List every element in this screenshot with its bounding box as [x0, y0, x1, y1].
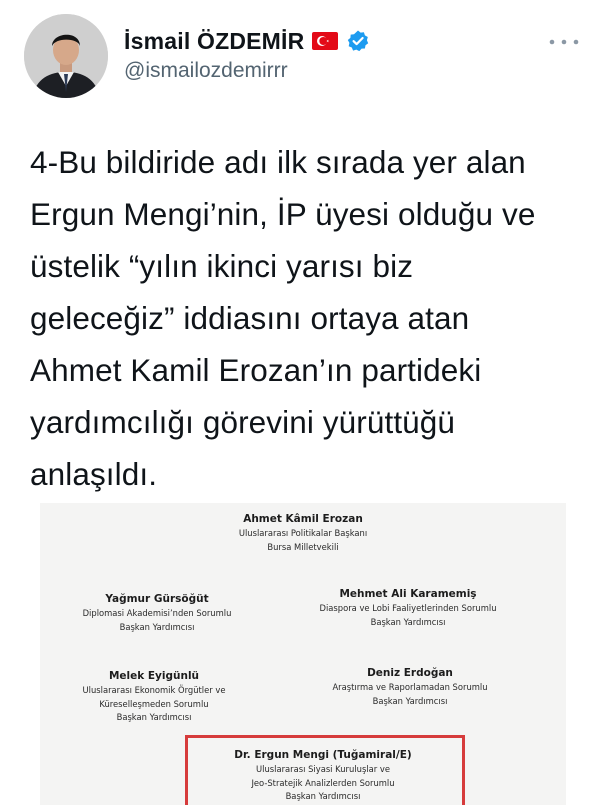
- person-role: Araştırma ve Raporlamadan Sorumlu: [332, 682, 488, 692]
- person-role: Uluslararası Ekonomik Örgütler ve: [82, 685, 226, 695]
- org-entry: [83, 591, 232, 634]
- person-role: Jeo-Stratejik Analizlerden Sorumlu: [251, 777, 395, 788]
- org-entry-highlighted: [234, 747, 411, 804]
- handle[interactable]: @ismailozdemirrr: [124, 59, 288, 82]
- person-role: Başkan Yardımcısı: [285, 791, 361, 801]
- person-name: Mehmet Ali Karamemiş: [339, 588, 477, 600]
- author-info: [124, 26, 370, 83]
- tweet-line: anlaşıldı.: [30, 456, 158, 492]
- turkey-flag-icon: [312, 32, 338, 50]
- person-role: Başkan Yardımcısı: [116, 712, 192, 722]
- person-role: Başkan Yardımcısı: [370, 616, 446, 627]
- attached-document-image[interactable]: [40, 503, 566, 805]
- person-role: Başkan Yardımcısı: [372, 695, 448, 706]
- org-entry: [319, 586, 496, 629]
- person-role: Uluslararası Politikalar Başkanı: [238, 528, 368, 538]
- profile-photo-icon: [24, 14, 108, 98]
- org-entry: [332, 665, 487, 708]
- person-name: Yağmur Gürsöğüt: [105, 593, 209, 605]
- person-role: Diplomasi Akademisi’nden Sorumlu: [82, 608, 232, 618]
- person-name: Melek Eyigünlü: [108, 670, 200, 682]
- more-options-icon[interactable]: [546, 33, 582, 51]
- display-name[interactable]: İsmail ÖZDEMİR: [124, 27, 305, 54]
- avatar[interactable]: [24, 14, 108, 98]
- verified-badge-icon: [346, 29, 370, 53]
- person-role: Başkan Yardımcısı: [119, 621, 195, 632]
- tweet-line: üstelik “yılın ikinci yarısı biz: [30, 248, 414, 284]
- tweet-line: Ergun Mengi’nin, İP üyesi olduğu ve: [30, 196, 536, 232]
- org-entry: [239, 511, 367, 554]
- person-role: Diaspora ve Lobi Faaliyetlerinden Sorumlu: [319, 603, 497, 613]
- tweet-line: geleceğiz” iddiasını ortaya atan: [30, 300, 470, 336]
- person-role: Bursa Milletvekili: [267, 541, 339, 552]
- person-role: Küreselleşmeden Sorumlu: [99, 698, 209, 709]
- tweet-line: Ahmet Kamil Erozan’ın partideki: [30, 352, 482, 388]
- tweet-text: [30, 136, 580, 500]
- person-name: Ahmet Kâmil Erozan: [243, 513, 363, 525]
- person-role: Uluslararası Siyasi Kuruluşlar ve: [256, 764, 390, 774]
- tweet-line: yardımcılığı görevini yürüttüğü: [30, 404, 456, 440]
- tweet-line: 4-Bu bildiride adı ilk sırada yer alan: [30, 144, 526, 180]
- person-name: Deniz Erdoğan: [367, 667, 453, 679]
- author-name-row: [124, 26, 370, 56]
- person-name: Dr. Ergun Mengi (Tuğamiral/E): [234, 749, 412, 761]
- org-entry: [83, 668, 226, 725]
